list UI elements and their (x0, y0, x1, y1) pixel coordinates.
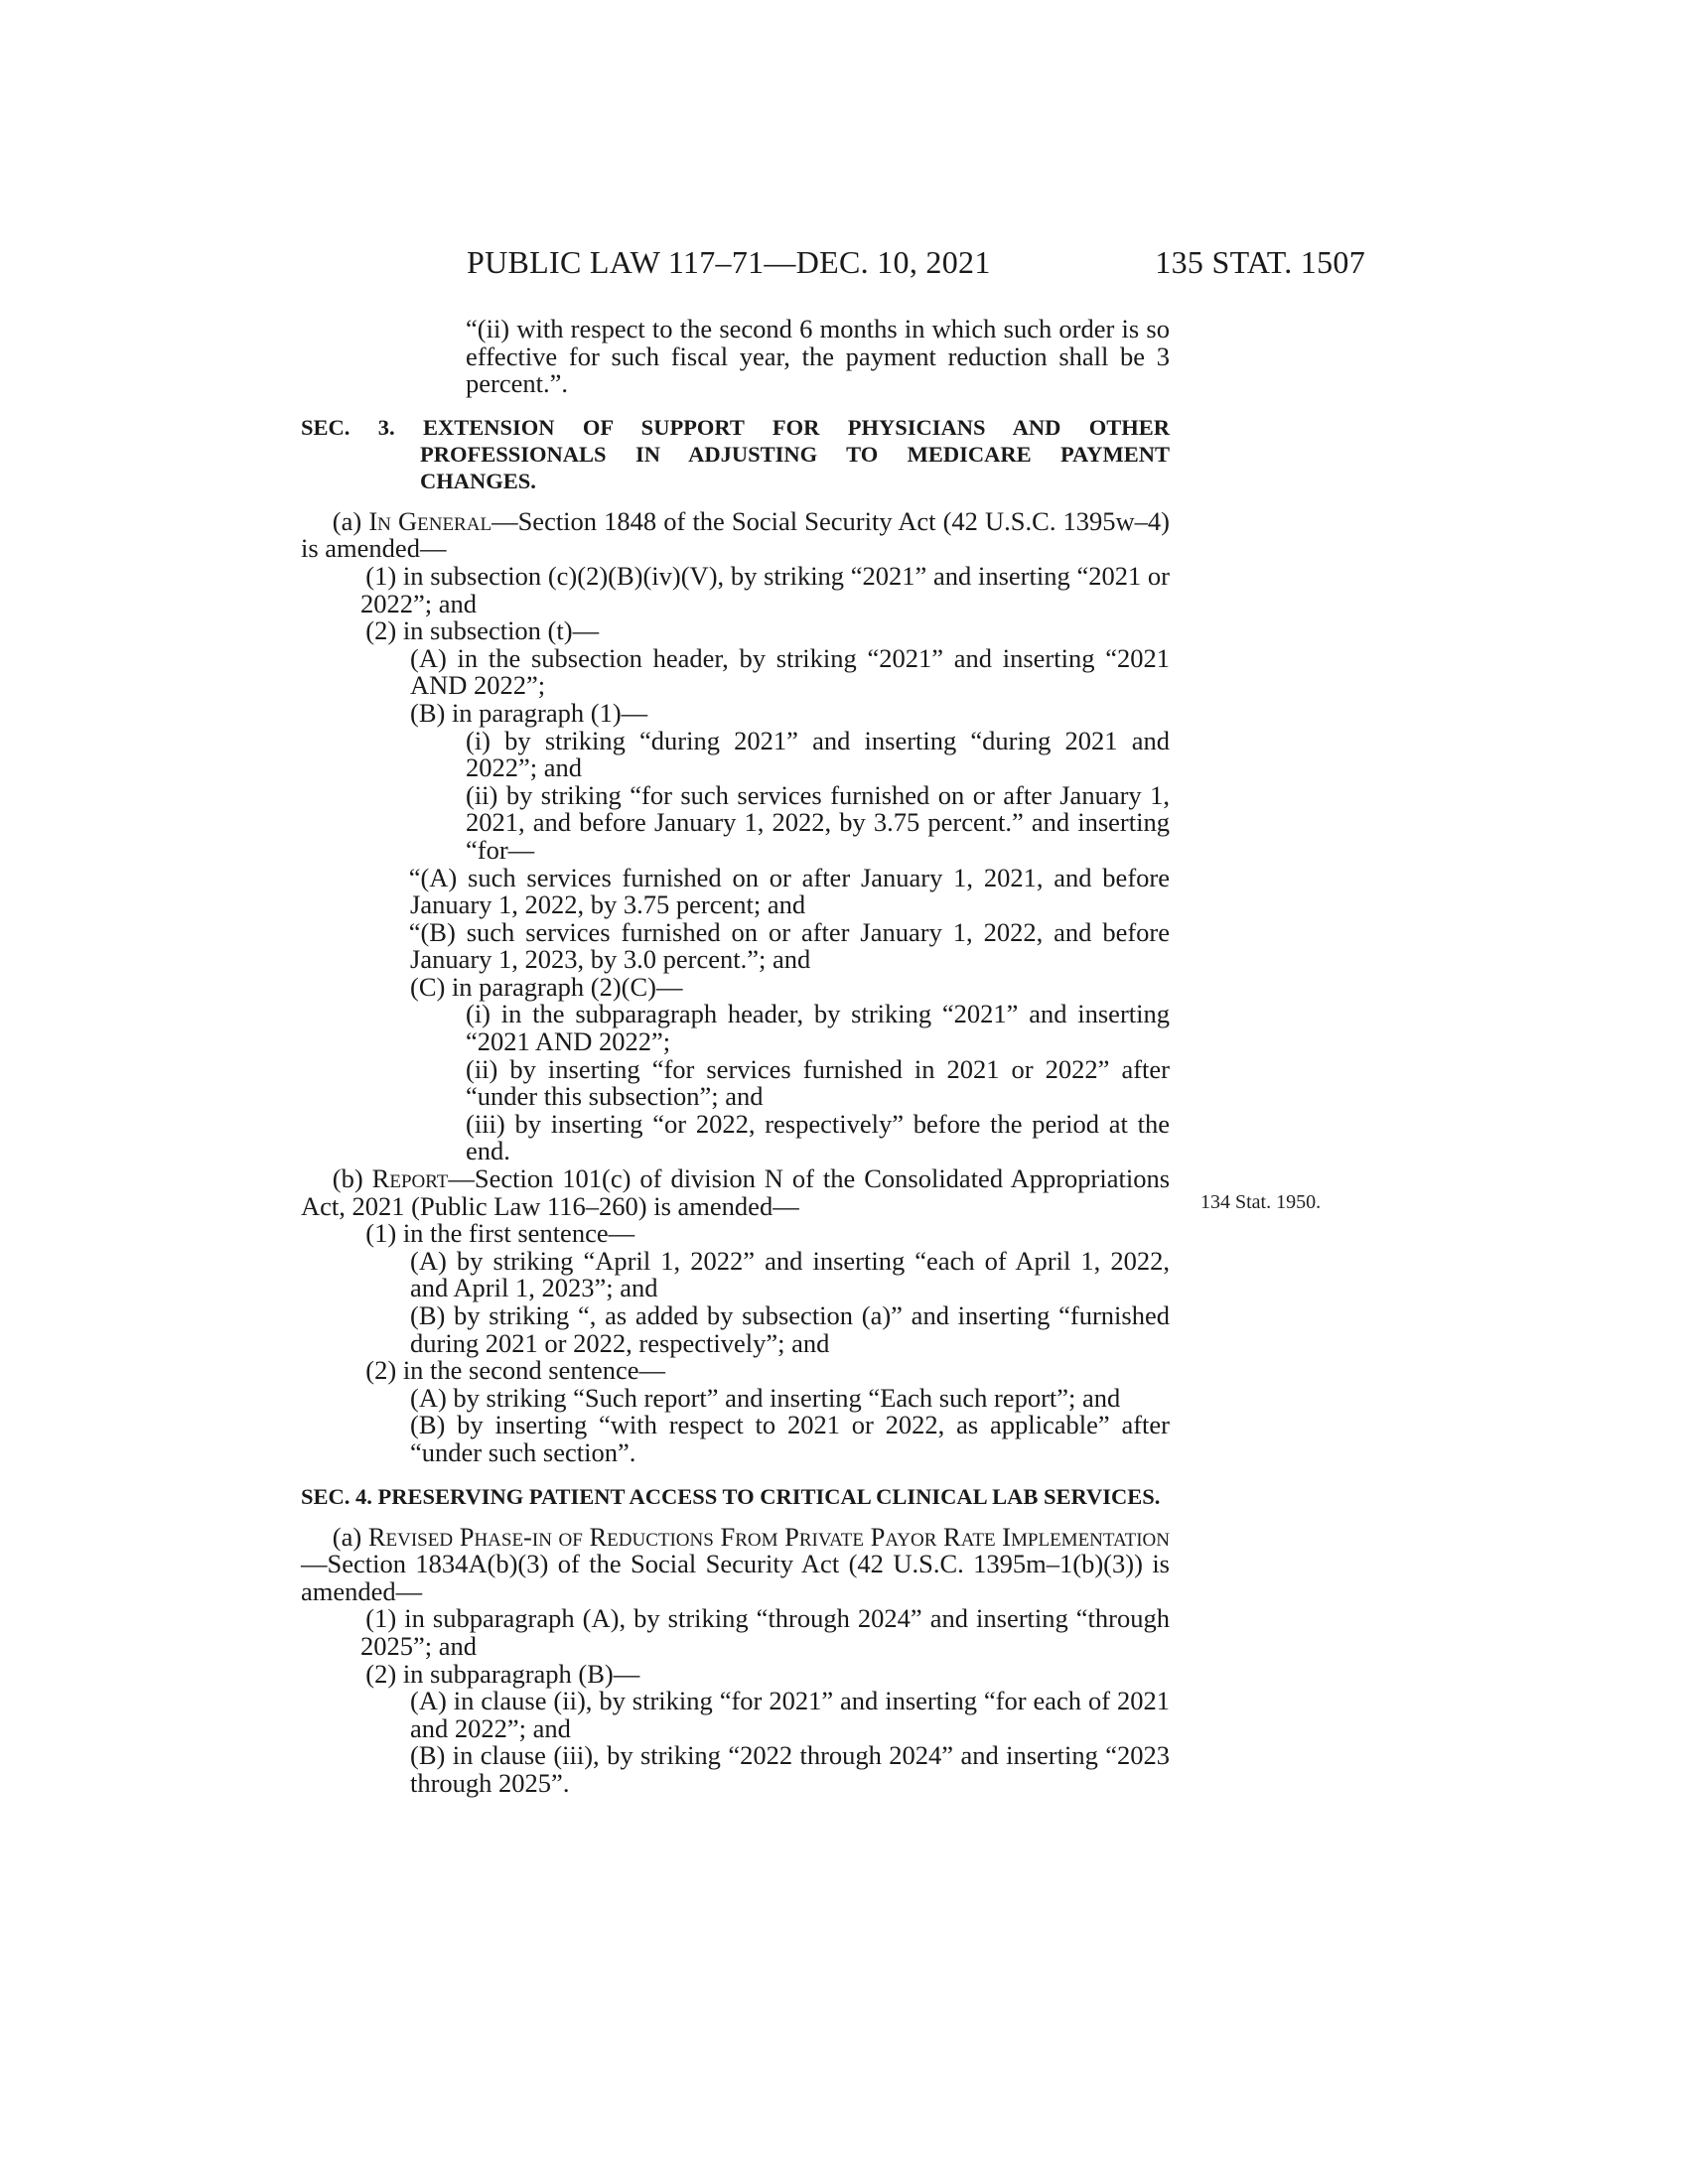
clause: (i) in the subparagraph header, by striking “2021” and inserting “2021 AND 2022”; (466, 999, 1170, 1057)
subsection-heading: In General (368, 505, 492, 536)
clause: (i) by striking “during 2021” and inserting “during 2021 and 2022”; and (466, 725, 1170, 783)
clause: (ii) by striking “for such services furnished on or after January 1, 2021, and before January 1, 2022, by 3.75 percent.” and inserting “for— (466, 779, 1170, 865)
clause: (ii) by inserting “for services furnished in 2021 or 2022” after “under this subsection”; and (466, 1053, 1170, 1112)
subsection-text: —Section 1834A(b)(3) of the Social Security Act (42 U.S.C. 1395m–1(b)(3)) is amended— (301, 1549, 1170, 1606)
paragraph: “(ii) with respect to the second 6 months in which such order is so effective for such fiscal year, the payment reduction shall be 3 percent.”. (466, 314, 1170, 399)
subparagraph: (A) in the subsection header, by striking “2021” and inserting “2021 AND 2022”; (410, 642, 1170, 701)
subparagraph: (A) by striking “Such report” and inserting “Each such report”; and (410, 1382, 1121, 1413)
subsection-label: (b) (332, 1163, 372, 1194)
quoted-subparagraph: “(B) such services furnished on or after January 1, 2022, and before January 1, 2023, by 3.0 percent.”; and (408, 916, 1170, 975)
subsection-text: —Section 1848 of the Social Security Act (42 U.S.C. 1395w–4) is amended— (301, 505, 1171, 564)
page-header (467, 244, 1365, 284)
subsection-heading: Revised Phase-in of Reductions From Private Payor Rate Implementation (367, 1521, 1170, 1552)
margin-citation: 134 Stat. 1950. (1200, 1191, 1322, 1213)
subparagraph: (B) by striking “, as added by subsection (a)” and inserting “furnished during 2021 or 2022, respectively”; and (410, 1300, 1170, 1358)
subparagraph: (B) in clause (iii), by striking “2022 through 2024” and inserting “2023 through 2025”. (410, 1740, 1170, 1798)
section-heading-3: SEC. 3. EXTENSION OF SUPPORT FOR PHYSICIANS AND OTHER PROFESSIONALS IN ADJUSTING TO MEDICARE PAYMENT CHANGES. (301, 414, 1170, 493)
paragraph: (2) in subsection (t)— (365, 615, 600, 646)
clause: (iii) by inserting “or 2022, respectively” before the period at the end. (466, 1108, 1170, 1166)
subparagraph: (C) in paragraph (2)(C)— (410, 971, 683, 1002)
paragraph: (2) in the second sentence— (365, 1355, 665, 1386)
subsection-b (301, 1165, 1170, 1220)
quoted-subparagraph: “(A) such services furnished on or after January 1, 2021, and before January 1, 2022, by 3.75 percent; and (408, 862, 1170, 920)
section-heading-4: SEC. 4. PRESERVING PATIENT ACCESS TO CRITICAL CLINICAL LAB SERVICES. (301, 1483, 1161, 1509)
subparagraph: (B) by inserting “with respect to 2021 or 2022, as applicable” after “under such section”. (410, 1410, 1170, 1467)
paragraph: (1) in subparagraph (A), by striking “through 2024” and inserting “through 2025”; and (360, 1603, 1170, 1661)
subsection-heading: Report (371, 1163, 449, 1194)
statute-page-number: 135 STAT. 1507 (1155, 244, 1365, 280)
statute-text (301, 316, 1170, 1798)
paragraph: (1) in the first sentence— (365, 1218, 635, 1249)
paragraph: (2) in subparagraph (B)— (365, 1658, 640, 1689)
subparagraph: (B) in paragraph (1)— (410, 697, 648, 728)
subsection-label: (a) (332, 1521, 368, 1552)
subsection-text: —Section 101(c) of division N of the Consolidated Appropriations Act, 2021 (Public Law 116–260) is amended— (301, 1163, 1171, 1221)
public-law-citation: PUBLIC LAW 117–71—DEC. 10, 2021 (467, 244, 991, 280)
subsection-a-sec4 (301, 1521, 1170, 1606)
subparagraph: (A) by striking “April 1, 2022” and inserting “each of April 1, 2022, and April 1, 2023”; and (410, 1245, 1170, 1303)
subsection-label: (a) (332, 505, 369, 536)
subparagraph: (A) in clause (ii), by striking “for 2021” and inserting “for each of 2021 and 2022”; and (410, 1686, 1170, 1743)
subsection-a (301, 505, 1171, 564)
paragraph: (1) in subsection (c)(2)(B)(iv)(V), by striking “2021” and inserting “2021 or 2022”; and (360, 560, 1170, 618)
